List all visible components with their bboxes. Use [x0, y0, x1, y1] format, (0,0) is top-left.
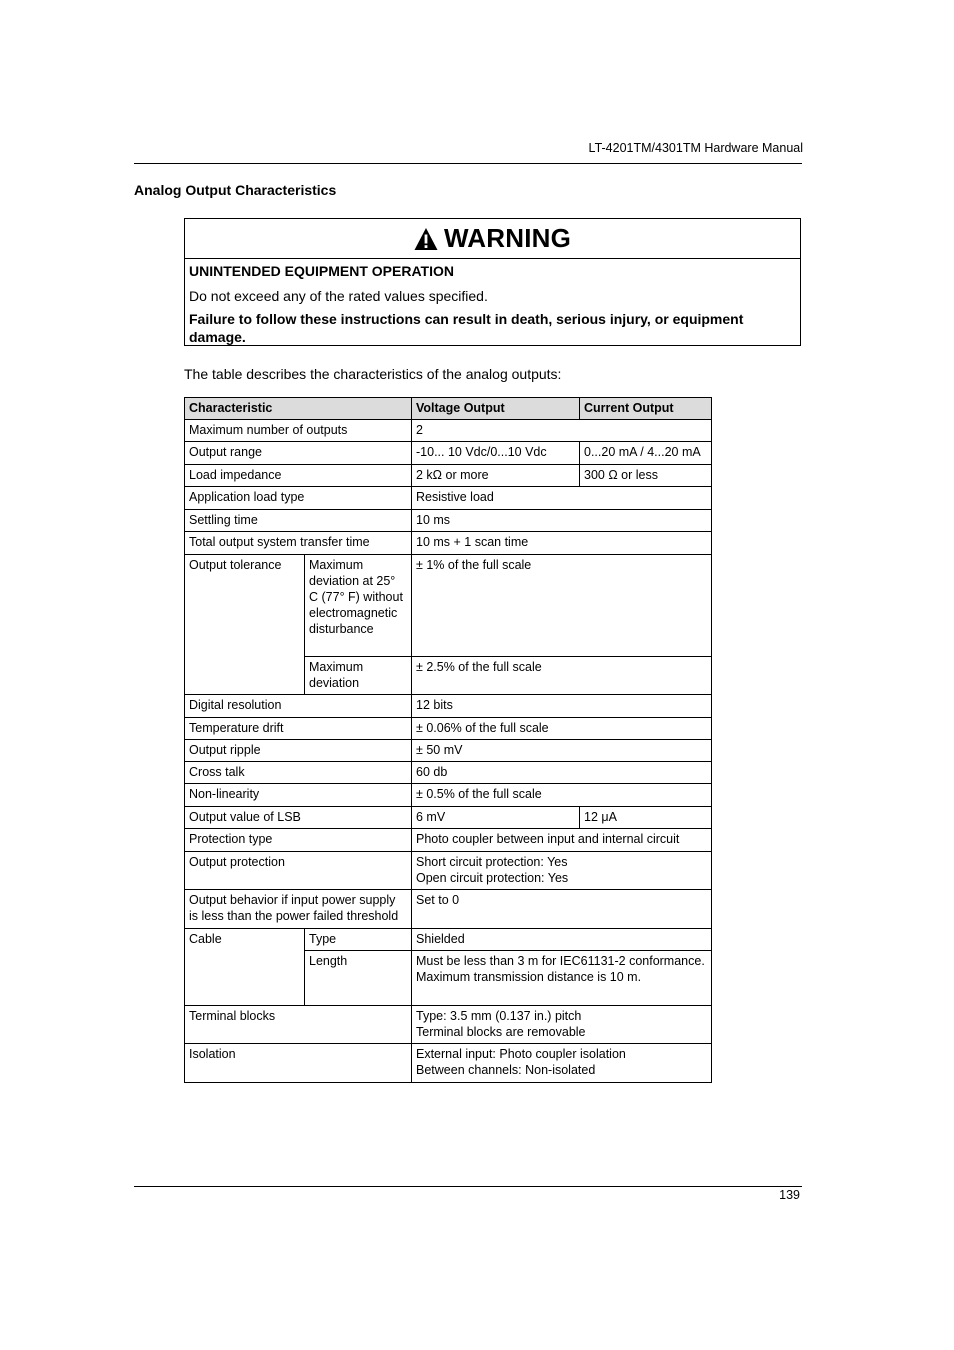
row-label: Output range	[185, 442, 412, 465]
footer-rule	[134, 1186, 802, 1187]
row-value: 2	[412, 420, 712, 442]
row-value: 60 db	[412, 762, 712, 784]
table-row	[185, 487, 712, 510]
running-header: LT-4201TM/4301TM Hardware Manual	[588, 141, 803, 155]
table-row	[185, 929, 712, 951]
section-heading: Analog Output Characteristics	[134, 182, 337, 198]
row-sublabel: Maximum deviation at 25° C (77° F) without electromagnetic disturbance	[305, 555, 412, 657]
table-row	[185, 695, 712, 718]
table-row	[185, 784, 712, 807]
row-value: ± 0.5% of the full scale	[412, 784, 712, 807]
table-row	[185, 532, 712, 555]
warning-instruction: Do not exceed any of the rated values specified.	[189, 288, 488, 304]
warning-consequence: Failure to follow these instructions can result in death, serious injury, or equipment damage.	[189, 311, 744, 345]
row-label: Output behavior if input power supply is less than the power failed threshold	[185, 890, 412, 929]
row-value-line: Short circuit protection: Yes	[416, 855, 568, 869]
row-value: Shielded	[412, 929, 712, 951]
row-value: 12 bits	[412, 695, 712, 718]
row-sublabel: Type	[305, 929, 412, 951]
row-label: Temperature drift	[185, 718, 412, 740]
row-value: Resistive load	[412, 487, 712, 510]
table-row	[185, 465, 712, 487]
row-value: 10 ms	[412, 510, 712, 532]
row-label: Protection type	[185, 829, 412, 852]
warning-hazard: UNINTENDED EQUIPMENT OPERATION	[189, 263, 454, 279]
row-value-line: Open circuit protection: Yes	[416, 871, 569, 885]
row-value	[412, 852, 712, 890]
warning-body	[185, 259, 800, 346]
table-row	[185, 420, 712, 442]
table-header-row	[185, 398, 712, 420]
table-row	[185, 442, 712, 465]
table-row	[185, 890, 712, 929]
warning-title: WARNING	[443, 223, 572, 253]
row-value-line: Terminal blocks are removable	[416, 1025, 586, 1039]
row-sublabel: Maximum deviation	[305, 657, 412, 695]
row-value: Set to 0	[412, 890, 712, 929]
col-header-characteristic: Characteristic	[185, 398, 412, 420]
warning-header	[185, 219, 800, 259]
row-value-current: 12 μA	[580, 807, 712, 829]
row-label: Cable	[185, 929, 305, 1006]
row-label: Output ripple	[185, 740, 412, 762]
row-label: Total output system transfer time	[185, 532, 412, 555]
row-value: 10 ms + 1 scan time	[412, 532, 712, 555]
table-row	[185, 510, 712, 532]
table-row	[185, 807, 712, 829]
table-row	[185, 555, 712, 657]
header-rule	[134, 163, 802, 164]
row-value: Photo coupler between input and internal circuit	[412, 829, 712, 852]
row-label: Digital resolution	[185, 695, 412, 718]
row-value-current: 0...20 mA / 4...20 mA	[580, 442, 712, 465]
row-label: Application load type	[185, 487, 412, 510]
table-row	[185, 852, 712, 890]
row-label: Cross talk	[185, 762, 412, 784]
warning-box	[184, 218, 801, 346]
analog-output-table	[184, 397, 712, 1083]
row-value-voltage: 2 kΩ or more	[412, 465, 580, 487]
row-label: Isolation	[185, 1044, 412, 1083]
warning-triangle-icon	[414, 227, 438, 251]
table-row	[185, 1044, 712, 1083]
row-label: Non-linearity	[185, 784, 412, 807]
page-number: 139	[779, 1188, 800, 1202]
row-value-voltage: 6 mV	[412, 807, 580, 829]
row-value: ± 1% of the full scale	[412, 555, 712, 657]
table-row	[185, 762, 712, 784]
col-header-current: Current Output	[580, 398, 712, 420]
row-value: ± 0.06% of the full scale	[412, 718, 712, 740]
row-label: Terminal blocks	[185, 1006, 412, 1044]
row-sublabel: Length	[305, 951, 412, 1006]
col-header-voltage: Voltage Output	[412, 398, 580, 420]
row-value	[412, 1006, 712, 1044]
row-label: Output value of LSB	[185, 807, 412, 829]
row-label: Output tolerance	[185, 555, 305, 695]
row-value-current: 300 Ω or less	[580, 465, 712, 487]
row-value-line: External input: Photo coupler isolation	[416, 1047, 626, 1061]
table-row	[185, 740, 712, 762]
table-row	[185, 718, 712, 740]
row-label: Settling time	[185, 510, 412, 532]
intro-text: The table describes the characteristics of the analog outputs:	[184, 366, 562, 382]
table-row	[185, 829, 712, 852]
row-label: Output protection	[185, 852, 412, 890]
row-value	[412, 1044, 712, 1083]
row-value: Must be less than 3 m for IEC61131-2 conformance. Maximum transmission distance is 10 m.	[412, 951, 712, 1006]
table-row	[185, 1006, 712, 1044]
row-value-voltage: -10... 10 Vdc/0...10 Vdc	[412, 442, 580, 465]
row-label: Load impedance	[185, 465, 412, 487]
row-value: ± 2.5% of the full scale	[412, 657, 712, 695]
row-value-line: Type: 3.5 mm (0.137 in.) pitch	[416, 1009, 582, 1023]
row-value: ± 50 mV	[412, 740, 712, 762]
row-label: Maximum number of outputs	[185, 420, 412, 442]
row-value-line: Between channels: Non-isolated	[416, 1063, 596, 1077]
